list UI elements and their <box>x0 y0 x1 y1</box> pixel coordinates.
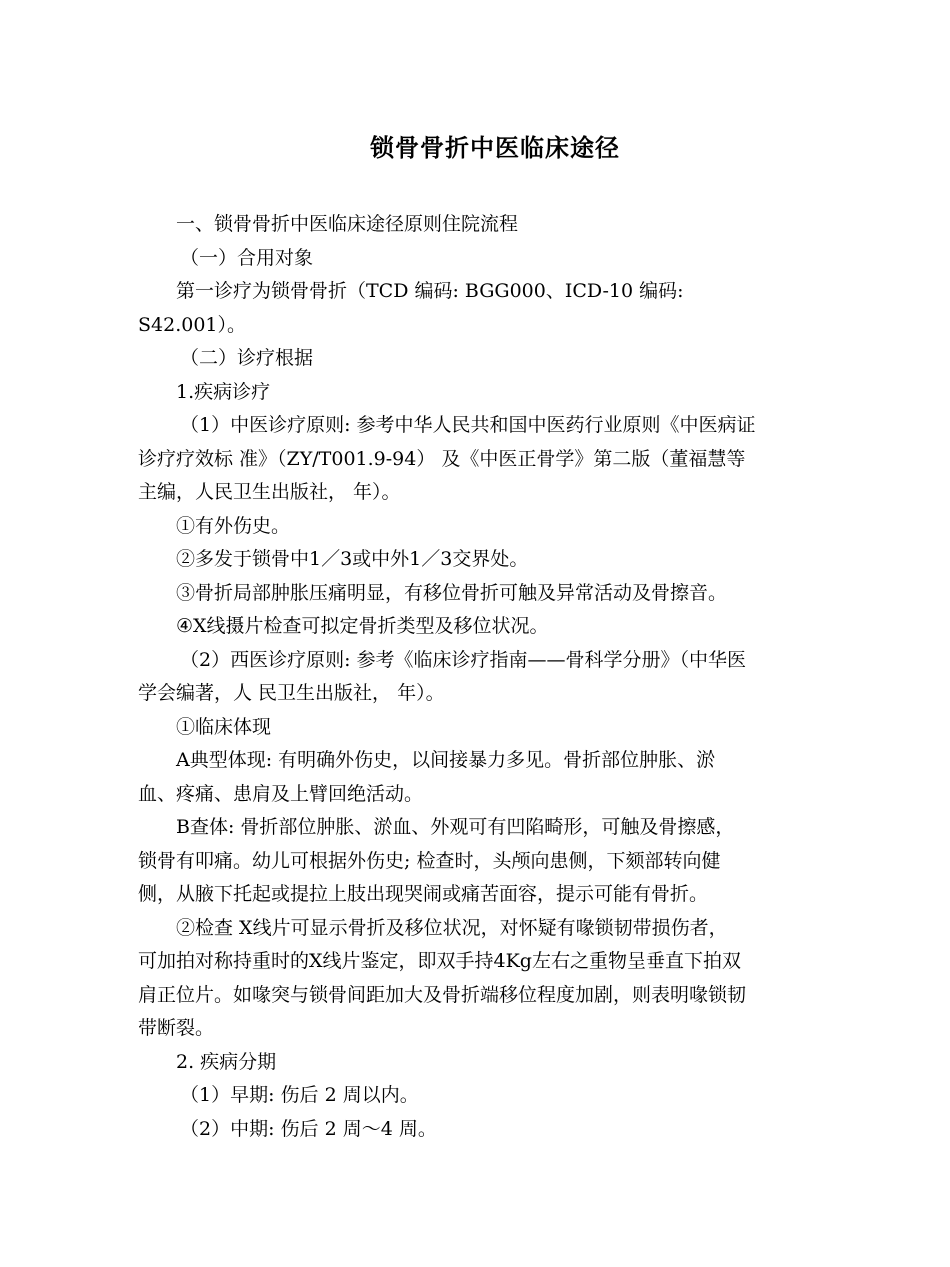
paragraph-line: （1）中医诊疗原则: 参考中华人民共和国中医药行业原则《中医病证 <box>180 414 756 436</box>
paragraph-line: 第一诊疗为锁骨骨折（TCD 编码: BGG000、ICD-10 编码: <box>176 280 684 302</box>
list-item: ③骨折局部肿胀压痛明显，有移位骨折可触及异常活动及骨擦音。 <box>176 581 728 604</box>
list-item: ①有外伤史。 <box>176 514 291 537</box>
paragraph-line: （2）西医诊疗原则: 参考《临床诊疗指南——骨科学分册》（中华医 <box>180 648 747 671</box>
document-title: 锁骨骨折中医临床途径 <box>370 133 620 162</box>
item-heading: 2. 疾病分期 <box>176 1050 277 1073</box>
paragraph-line: S42.001）。 <box>138 313 246 336</box>
section-heading: 一、锁骨骨折中医临床途径原则住院流程 <box>176 213 519 235</box>
paragraph-line: 血、疼痛、患肩及上臂回绝活动。 <box>138 782 424 805</box>
list-item: ①临床体现 <box>176 715 272 738</box>
paragraph-line: 主编，人民卫生出版社， 年）。 <box>138 481 401 503</box>
subsection-heading: （一）合用对象 <box>180 246 314 269</box>
list-item: ④X线摄片检查可拟定骨折类型及移位状况。 <box>176 615 549 637</box>
document-body <box>138 208 858 1146</box>
list-item: （2）中期: 伤后 2 周～4 周。 <box>180 1117 437 1140</box>
paragraph-line: 锁骨有叩痛。幼儿可根据外伤史; 检查时，头颅向患侧，下颏部转向健 <box>138 849 721 872</box>
paragraph-line: B查体: 骨折部位肿胀、淤血、外观可有凹陷畸形，可触及骨擦感， <box>176 816 735 838</box>
paragraph-line: 肩正位片。如喙突与锁骨间距加大及骨折端移位程度加剧，则表明喙锁韧 <box>138 983 747 1006</box>
subsection-heading: （二）诊疗根据 <box>180 347 314 369</box>
paragraph-line: 带断裂。 <box>138 1017 215 1039</box>
paragraph-line: 侧，从腋下托起或提拉上肢出现哭闹或痛苦面容，提示可能有骨折。 <box>138 883 709 905</box>
list-item: ②多发于锁骨中1／3或中外1／3交界处。 <box>176 548 529 570</box>
paragraph-line: 诊疗疗效标 准》（ZY/T001.9-94） 及《中医正骨学》第二版（董福慧等 <box>138 447 746 470</box>
item-heading: 1.疾病诊疗 <box>176 380 271 403</box>
paragraph-line: 可加拍对称持重时的X线片鉴定，即双手持4Kg左右之重物呈垂直下拍双 <box>138 950 741 972</box>
paragraph-line: 学会编著，人 民卫生出版社， 年）。 <box>138 682 445 704</box>
list-item: ②检查 X线片可显示骨折及移位状况，对怀疑有喙锁韧带损伤者， <box>176 916 728 939</box>
paragraph-line: A典型体现: 有明确外伤史，以间接暴力多见。骨折部位肿胀、淤 <box>176 749 716 771</box>
list-item: （1）早期: 伤后 2 周以内。 <box>180 1084 419 1106</box>
